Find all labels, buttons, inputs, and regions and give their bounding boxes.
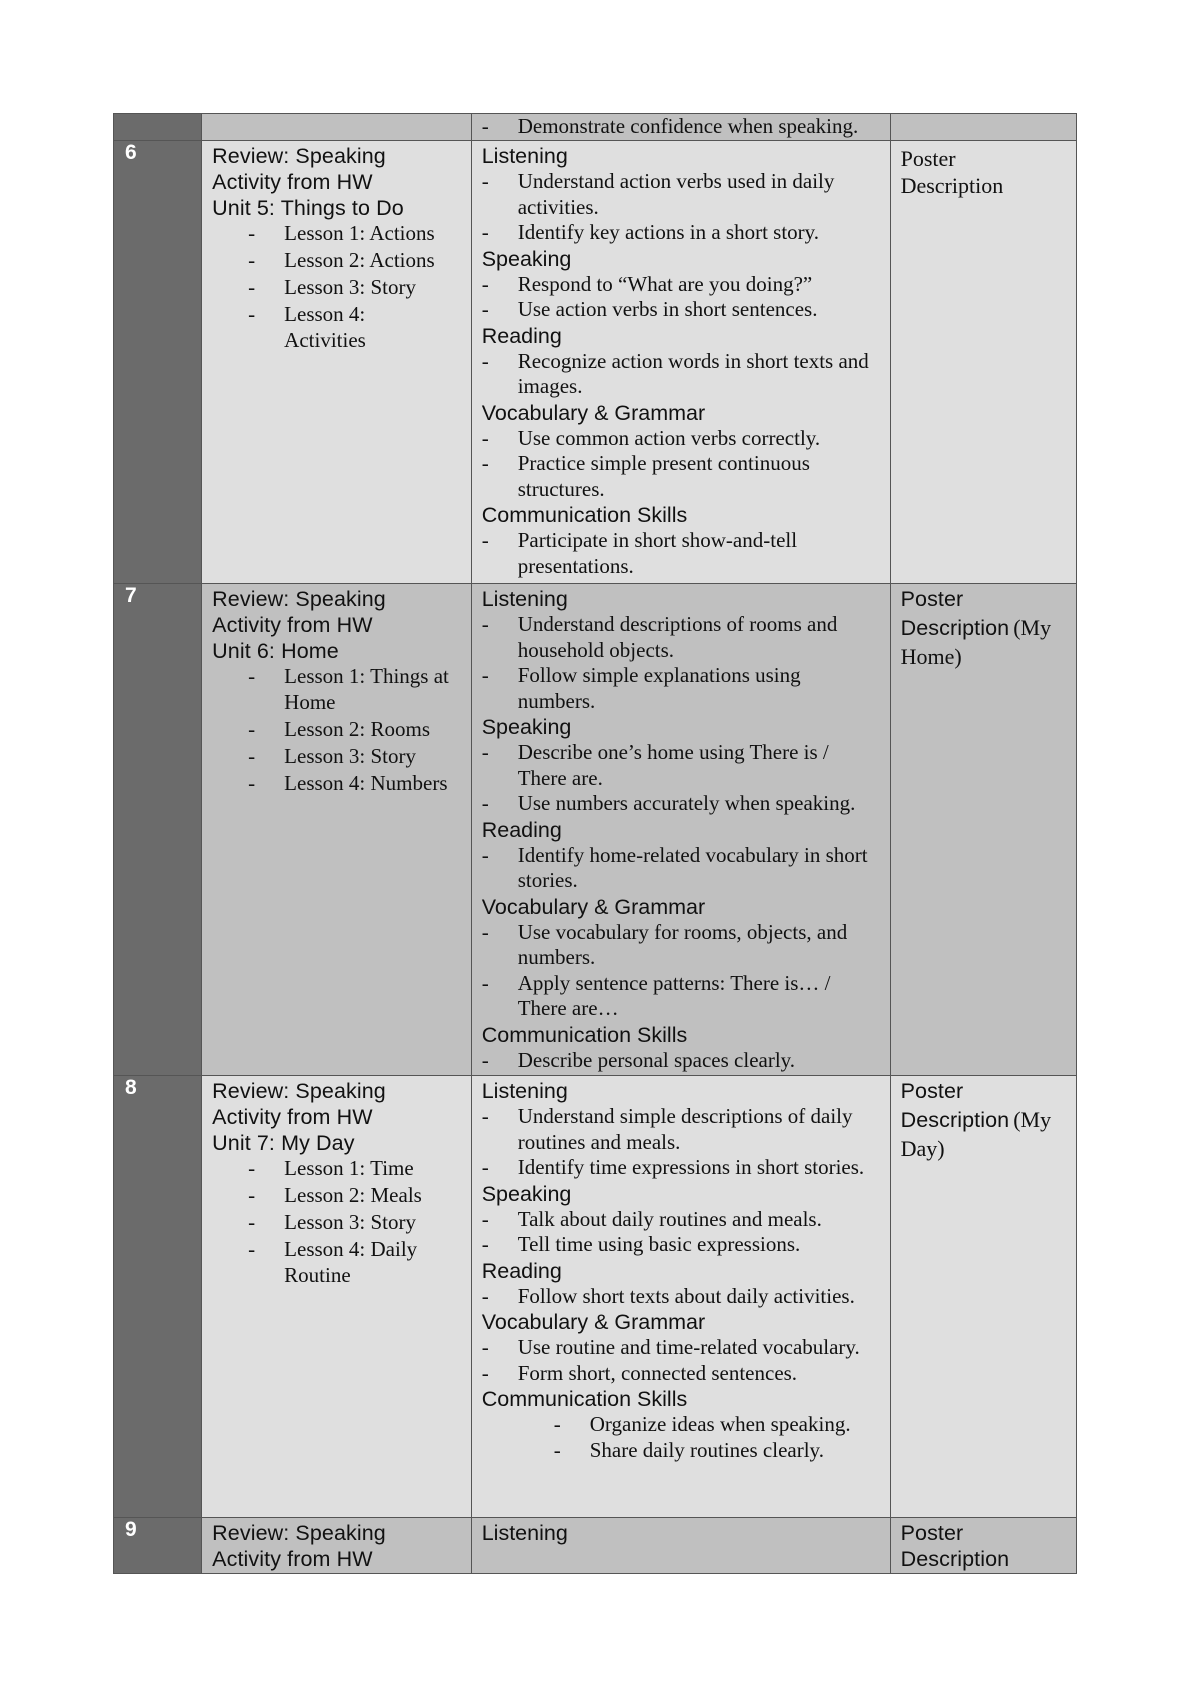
table-row-carryover (114, 114, 1077, 141)
bullet-dash: - (481, 970, 489, 995)
assessment-suffix: (My Day) (900, 1107, 1052, 1161)
objective-item (482, 1335, 882, 1361)
content-cell (202, 141, 472, 584)
lesson-item (212, 1210, 463, 1236)
lesson-item (212, 1183, 463, 1209)
bullet-dash: - (481, 1283, 489, 1308)
objective-heading: Listening (481, 1079, 568, 1103)
objective-item (482, 272, 882, 298)
objective-heading: Communication Skills (481, 503, 688, 527)
bullet-dash: - (481, 1206, 489, 1231)
objective-text: Form short, connected sentences. (517, 1360, 798, 1385)
objective-heading: Communication Skills (481, 1387, 688, 1411)
table-row-week-9 (114, 1518, 1077, 1574)
lesson-text: Lesson 1: Actions (284, 221, 435, 245)
bullet-dash: - (248, 770, 256, 795)
lesson-text: Lesson 2: Actions (284, 248, 435, 272)
bullet-dash: - (481, 169, 489, 193)
objective-item (482, 349, 882, 400)
bullet-dash: - (481, 1155, 489, 1179)
objective-text: Describe personal spaces clearly. (517, 1047, 796, 1072)
lesson-text: Lesson 4: Daily Routine (284, 1237, 418, 1287)
objective-text: Use vocabulary for rooms, objects, and numbers. (517, 919, 848, 969)
content-cell (202, 1076, 472, 1518)
bullet-dash: - (481, 271, 489, 296)
objective-text: Understand simple descriptions of daily routines and meals. (517, 1104, 853, 1154)
objective-item (482, 1207, 882, 1233)
bullet-dash: - (248, 302, 256, 326)
table-row-week-8 (114, 1076, 1077, 1518)
objective-heading: Reading (481, 323, 562, 348)
objective-text: Practice simple present continuous structures. (517, 451, 810, 501)
objective-heading: Communication Skills (481, 1022, 688, 1047)
week-number: 7 (114, 584, 202, 1076)
objectives-cell (471, 584, 890, 1076)
bullet-dash: - (553, 1412, 561, 1436)
objective-item (482, 1438, 882, 1464)
bullet-dash: - (248, 1210, 256, 1234)
objective-heading: Speaking (481, 1181, 572, 1206)
objective-text: Use common action verbs correctly. (517, 425, 821, 450)
objective-heading: Speaking (481, 246, 572, 271)
bullet-dash: - (481, 425, 489, 450)
content-cell (202, 114, 472, 141)
content-cell (202, 1518, 472, 1574)
assessment-cell (890, 114, 1076, 141)
review-line: Review: Speaking (212, 1521, 386, 1545)
objective-heading: Listening (481, 1521, 568, 1545)
bullet-dash: - (481, 1232, 489, 1256)
bullet-dash: - (481, 1360, 489, 1385)
lesson-text: Lesson 3: Story (284, 743, 417, 768)
objectives-cell (471, 1076, 890, 1518)
bullet-dash: - (248, 664, 256, 688)
lesson-text: Lesson 4: Numbers (284, 770, 448, 795)
objective-heading: Reading (481, 1258, 562, 1283)
bullet-dash: - (481, 663, 489, 687)
objective-text: Participate in short show-and-tell presentations. (517, 528, 798, 578)
lesson-text: Lesson 2: Meals (284, 1183, 422, 1207)
bullet-dash: - (248, 743, 256, 768)
assessment-cell (890, 141, 1076, 584)
review-line: Activity from HW (212, 170, 373, 194)
lesson-item (212, 744, 463, 770)
week-cell (114, 114, 202, 141)
bullet-dash: - (481, 297, 489, 321)
bullet-dash: - (481, 842, 489, 867)
objective-text: Follow simple explanations using numbers. (517, 663, 801, 713)
objective-item (482, 220, 882, 246)
bullet-dash: - (248, 248, 256, 272)
bullet-dash: - (248, 1237, 256, 1261)
lesson-item (212, 1156, 463, 1182)
bullet-dash: - (481, 740, 489, 764)
objective-text: Share daily routines clearly. (589, 1437, 824, 1462)
objective-item (482, 920, 882, 971)
lesson-text: Lesson 4: Activities (284, 302, 366, 352)
lesson-item (212, 302, 463, 353)
objective-text: Identify home-related vocabulary in short stories. (517, 842, 868, 892)
lesson-item (212, 275, 463, 301)
objective-heading: Speaking (481, 715, 572, 739)
objective-item (482, 1361, 882, 1387)
lesson-text: Lesson 1: Time (284, 1156, 414, 1180)
assessment-text: Poster Description (900, 1079, 1010, 1132)
objective-item (482, 1104, 882, 1155)
review-line: Review: Speaking (212, 144, 386, 168)
assessment-cell (890, 1076, 1076, 1518)
assessment-cell (890, 584, 1076, 1076)
objective-heading: Vocabulary & Grammar (481, 400, 706, 425)
objective-text: Understand action verbs used in daily activities. (517, 169, 835, 219)
assessment-cell (890, 1518, 1076, 1574)
review-line: Activity from HW (212, 613, 373, 637)
bullet-dash: - (481, 1047, 489, 1072)
review-line: Activity from HW (212, 1105, 373, 1129)
objective-item (482, 114, 882, 140)
objective-item (482, 426, 882, 452)
objective-text: Respond to “What are you doing?” (517, 271, 813, 296)
table-row-week-7 (114, 584, 1077, 1076)
bullet-dash: - (481, 1104, 489, 1128)
review-line: Review: Speaking (212, 587, 386, 611)
unit-title: Unit 5: Things to Do (212, 196, 404, 220)
week-number: 9 (114, 1518, 202, 1574)
assessment-text: Poster Description (900, 1521, 1010, 1571)
objective-heading: Reading (481, 817, 562, 842)
objective-text: Follow short texts about daily activities. (517, 1283, 855, 1308)
bullet-dash: - (481, 919, 489, 944)
objective-item (482, 1284, 882, 1310)
assessment-text: Poster Description (900, 146, 1004, 198)
objectives-cell (471, 114, 890, 141)
bullet-dash: - (481, 220, 489, 244)
lesson-item (212, 248, 463, 274)
lesson-text: Lesson 3: Story (284, 1210, 417, 1234)
lesson-item (212, 717, 463, 743)
objective-heading: Vocabulary & Grammar (481, 894, 706, 919)
lesson-text: Lesson 1: Things at Home (284, 664, 449, 714)
week-number: 8 (114, 1076, 202, 1518)
bullet-dash: - (481, 528, 489, 552)
objective-heading: Listening (481, 144, 568, 168)
objective-text: Use routine and time-related vocabulary. (517, 1335, 860, 1359)
bullet-dash: - (481, 612, 489, 636)
objective-text: Identify key actions in a short story. (517, 220, 820, 244)
unit-title: Unit 6: Home (212, 639, 339, 663)
objective-item (482, 528, 882, 579)
objective-text: Tell time using basic expressions. (517, 1232, 801, 1256)
table-row-week-6 (114, 141, 1077, 584)
objectives-cell (471, 141, 890, 584)
objective-item (482, 612, 882, 663)
week-number: 6 (114, 141, 202, 584)
bullet-dash: - (481, 114, 489, 138)
objective-text: Recognize action words in short texts and images. (517, 348, 869, 398)
objective-item (482, 791, 882, 817)
bullet-dash: - (248, 1156, 256, 1180)
objective-text: Use numbers accurately when speaking. (517, 791, 856, 815)
objective-item (482, 1412, 882, 1438)
assessment-text: Poster Description (900, 587, 1010, 640)
objective-heading: Listening (481, 587, 568, 611)
bullet-dash: - (481, 791, 489, 815)
objective-text: Understand descriptions of rooms and household objects. (517, 612, 838, 662)
objective-item (482, 1232, 882, 1258)
content-cell (202, 584, 472, 1076)
objective-text: Apply sentence patterns: There is… / There are… (517, 970, 831, 1020)
objective-item (482, 1048, 882, 1074)
unit-title: Unit 7: My Day (212, 1131, 355, 1155)
objective-item (482, 451, 882, 502)
objective-item (482, 971, 882, 1022)
bullet-dash: - (481, 1335, 489, 1359)
bullet-dash: - (481, 451, 489, 475)
objective-text: Use action verbs in short sentences. (517, 297, 818, 321)
bullet-dash: - (248, 1183, 256, 1207)
lesson-item (212, 664, 463, 715)
objective-item (482, 169, 882, 220)
bullet-dash: - (553, 1437, 561, 1462)
objective-heading: Vocabulary & Grammar (481, 1310, 706, 1334)
lesson-text: Lesson 2: Rooms (284, 716, 431, 741)
objective-item (482, 1155, 882, 1181)
lesson-item (212, 771, 463, 797)
bullet-dash: - (248, 716, 256, 741)
objective-item (482, 740, 882, 791)
review-line: Activity from HW (212, 1547, 373, 1571)
lesson-item (212, 1237, 463, 1288)
objective-text: Demonstrate confidence when speaking. (517, 114, 859, 138)
objective-text: Talk about daily routines and meals. (517, 1206, 822, 1231)
objective-text: Identify time expressions in short stories. (517, 1155, 865, 1179)
lesson-text: Lesson 3: Story (284, 275, 417, 299)
curriculum-table (113, 113, 1077, 1574)
assessment-suffix: (My Home) (900, 615, 1052, 669)
review-line: Review: Speaking (212, 1079, 386, 1103)
objective-item (482, 297, 882, 323)
bullet-dash: - (481, 348, 489, 373)
lesson-item (212, 221, 463, 247)
bullet-dash: - (248, 221, 256, 245)
bullet-dash: - (248, 275, 256, 299)
objective-text: Organize ideas when speaking. (589, 1412, 851, 1436)
objective-item (482, 843, 882, 894)
objective-item (482, 663, 882, 714)
objective-text: Describe one’s home using There is / There are. (517, 740, 829, 790)
objectives-cell (471, 1518, 890, 1574)
